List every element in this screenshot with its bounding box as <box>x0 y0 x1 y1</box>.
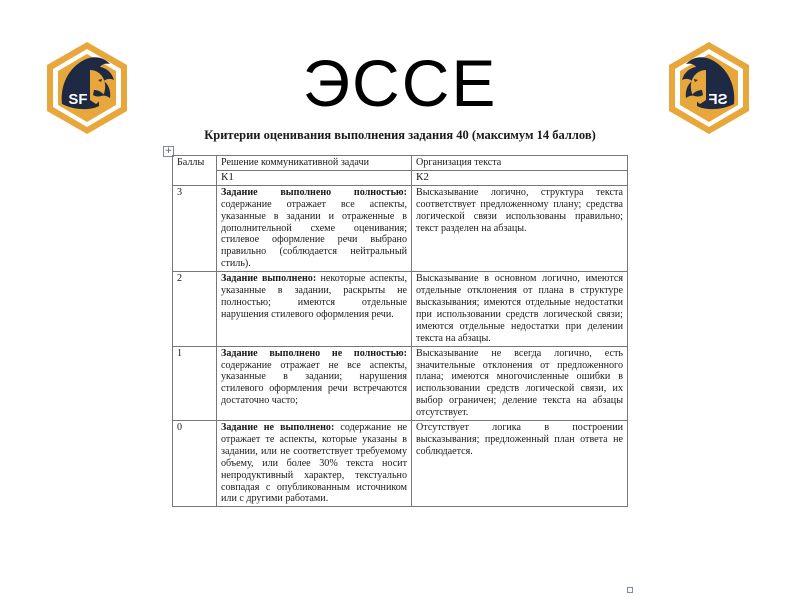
table-resize-handle[interactable] <box>627 587 633 593</box>
k1-text: содержание отражает все аспекты, указанные в задании и отраженные в дополнительной схеме оценивания; стилевое оформление речи выбрано правильно (соблюдается нейтральный стиль). <box>221 198 407 270</box>
score-cell: 3 <box>173 185 217 271</box>
table-row <box>173 421 628 507</box>
svg-text:SF: SF <box>68 91 88 108</box>
table-caption: Критерии оценивания выполнения задания 40 (максимум 14 баллов) <box>204 128 596 142</box>
k2-cell: Высказывание в основном логично, имеются отдельные отклонения от плана в структуре высказывания; имеются отдельные недостатки при использовании средств логической связи; имеются отдельные недостатки при делении текста на абзацы. <box>412 272 628 346</box>
k1-lead: Задание выполнено не полностью: <box>221 347 407 359</box>
k1-cell <box>217 185 412 271</box>
header-k1: Решение коммуникативной задачи <box>217 156 412 171</box>
header-score: Баллы <box>173 156 217 186</box>
k1-text: содержание не отражает те аспекты, которые указаны в задании, или не соответствует требуемому объему, или более 30% текста носит непродуктивный характер, текстуально совпадая с опубликованным источником или с другими работами. <box>221 422 407 505</box>
score-cell: 1 <box>173 346 217 420</box>
page-title: ЭССЕ <box>302 46 498 120</box>
table-header-row <box>173 156 628 171</box>
k1-lead: Задание выполнено полностью: <box>221 186 407 198</box>
criteria-table <box>172 155 628 507</box>
svg-text:SF: SF <box>708 91 728 108</box>
k1-cell <box>217 421 412 507</box>
score-cell: 0 <box>173 421 217 507</box>
k1-lead: Задание выполнено: <box>221 273 317 285</box>
table-row <box>173 185 628 271</box>
k1-lead: Задание не выполнено: <box>221 422 335 434</box>
score-cell: 2 <box>173 272 217 346</box>
subheader-k1: К1 <box>217 170 412 185</box>
k1-text: содержание отражает не все аспекты, указанные в задании; нарушения стилевого оформления речи встречаются достаточно часто; <box>221 359 407 407</box>
k2-cell: Отсутствует логика в построении высказывания; предложенный план ответа не соблюдается. <box>412 421 628 507</box>
header-k2: Организация текста <box>412 156 628 171</box>
k2-cell: Высказывание логично, структура текста соответствует предложенному плану; средства логической связи использованы правильно; текст разделен на абзацы. <box>412 185 628 271</box>
table-row <box>173 272 628 346</box>
table-move-handle-icon[interactable]: + <box>164 146 173 156</box>
subheader-k2: К2 <box>412 170 628 185</box>
k2-cell: Высказывание не всегда логично, есть значительные отклонения от предложенного плана; имеются многочисленные ошибки в использовании средств логической связи, их выбор ограничен; деление текста на абзацы отсутствует. <box>412 346 628 420</box>
k1-cell <box>217 346 412 420</box>
k1-cell <box>217 272 412 346</box>
k1-text: некоторые аспекты, указанные в задании, раскрыты не полностью; имеются отдельные нарушения стилевого оформления речи. <box>221 273 407 320</box>
table-subheader-row <box>173 170 628 185</box>
table-row <box>173 346 628 420</box>
